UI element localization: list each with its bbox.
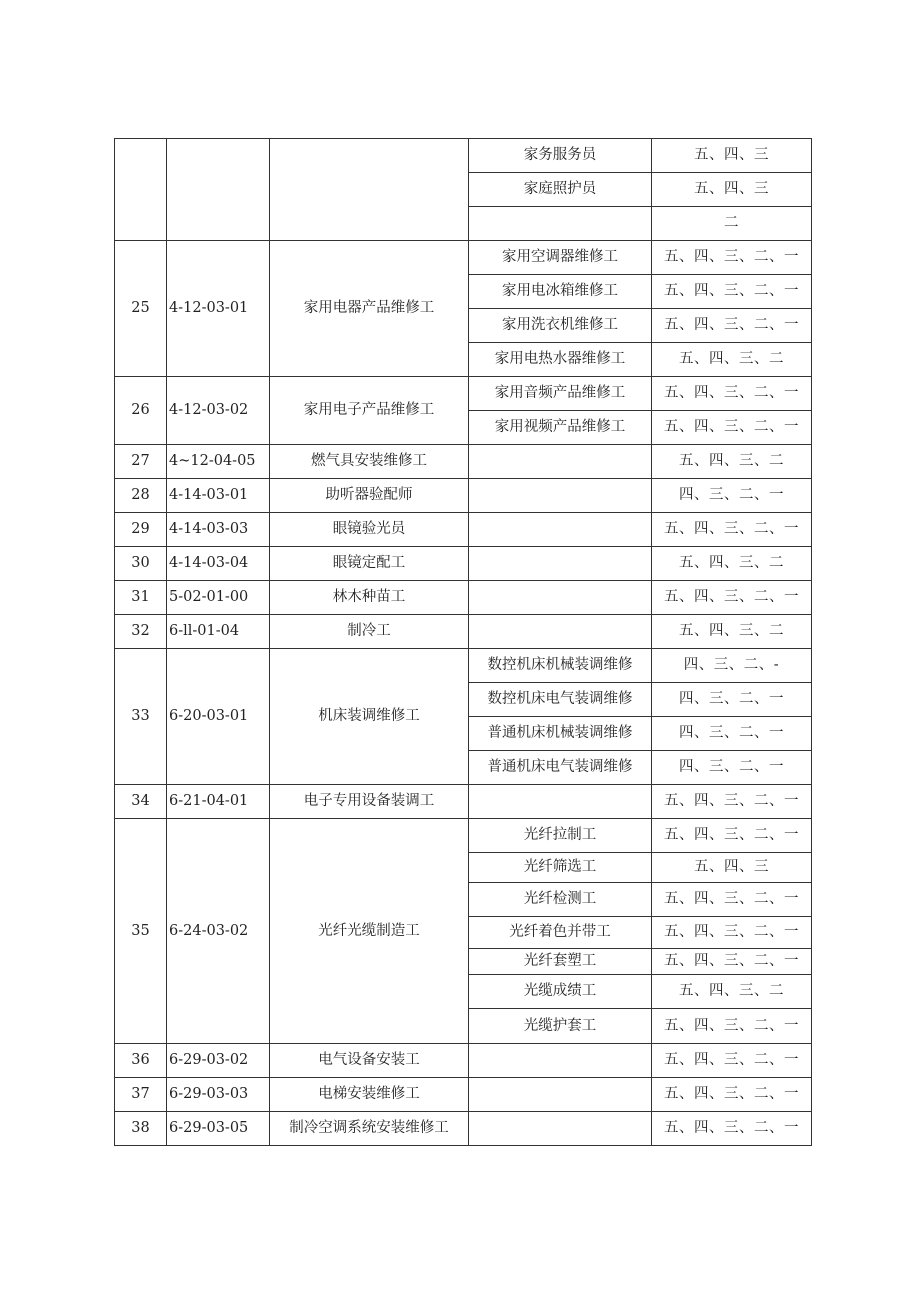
table-row <box>115 615 812 649</box>
skill-levels: 四、三、二、- <box>652 649 812 683</box>
skill-levels: 五、四、三、二、一 <box>652 917 812 949</box>
table-row <box>115 1078 812 1112</box>
row-number: 26 <box>115 377 167 445</box>
sub-occupation <box>469 207 652 241</box>
row-number: 25 <box>115 241 167 377</box>
occupation-code: 6-20-03-01 <box>167 649 270 785</box>
sub-occupation <box>469 1078 652 1112</box>
skill-levels: 五、四、三、二 <box>652 343 812 377</box>
occupation-code: 4~12-04-05 <box>167 445 270 479</box>
skill-levels: 五、四、三 <box>652 853 812 883</box>
sub-occupation: 家务服务员 <box>469 139 652 173</box>
sub-occupation: 数控机床机械装调维修 <box>469 649 652 683</box>
skill-levels: 五、四、三 <box>652 173 812 207</box>
sub-occupation <box>469 785 652 819</box>
skill-levels: 五、四、三、二、一 <box>652 1009 812 1044</box>
row-number: 36 <box>115 1044 167 1078</box>
occupation-name: 家用电子产品维修工 <box>270 377 469 445</box>
sub-occupation: 家用电热水器维修工 <box>469 343 652 377</box>
sub-occupation: 光纤筛选工 <box>469 853 652 883</box>
occupation-code: 4-14-03-03 <box>167 513 270 547</box>
table-row <box>115 445 812 479</box>
skill-levels: 五、四、三、二、一 <box>652 309 812 343</box>
row-number: 30 <box>115 547 167 581</box>
row-number: 28 <box>115 479 167 513</box>
skill-levels: 五、四、三、二、一 <box>652 411 812 445</box>
occupation-name: 光纤光缆制造工 <box>270 819 469 1044</box>
occupation-code: 6-29-03-03 <box>167 1078 270 1112</box>
sub-occupation: 光纤着色并带工 <box>469 917 652 949</box>
sub-occupation: 家庭照护员 <box>469 173 652 207</box>
table-row <box>115 479 812 513</box>
skill-levels: 四、三、二、一 <box>652 717 812 751</box>
sub-occupation <box>469 445 652 479</box>
skill-levels: 五、四、三、二、一 <box>652 513 812 547</box>
sub-occupation: 光纤检测工 <box>469 883 652 917</box>
sub-occupation: 普通机床电气装调维修 <box>469 751 652 785</box>
skill-levels: 四、三、二、一 <box>652 751 812 785</box>
table-row <box>115 139 812 173</box>
skill-levels: 四、三、二、一 <box>652 479 812 513</box>
table-row <box>115 1112 812 1146</box>
skill-levels: 五、四、三、二、一 <box>652 949 812 975</box>
sub-occupation: 光缆成绩工 <box>469 975 652 1009</box>
skill-levels: 五、四、三、二、一 <box>652 1044 812 1078</box>
sub-occupation: 家用电冰箱维修工 <box>469 275 652 309</box>
occupation-name: 眼镜验光员 <box>270 513 469 547</box>
skill-levels: 二 <box>652 207 812 241</box>
sub-occupation: 家用音频产品维修工 <box>469 377 652 411</box>
occupation-name <box>270 139 469 241</box>
row-number: 33 <box>115 649 167 785</box>
sub-occupation <box>469 513 652 547</box>
skill-levels: 五、四、三、二、一 <box>652 581 812 615</box>
sub-occupation <box>469 479 652 513</box>
table-row <box>115 649 812 683</box>
sub-occupation <box>469 615 652 649</box>
occupation-table <box>114 138 812 1146</box>
row-number: 38 <box>115 1112 167 1146</box>
occupation-name: 燃气具安装维修工 <box>270 445 469 479</box>
occupation-name: 眼镜定配工 <box>270 547 469 581</box>
sub-occupation <box>469 547 652 581</box>
occupation-name: 电子专用设备装调工 <box>270 785 469 819</box>
skill-levels: 五、四、三、二、一 <box>652 819 812 853</box>
occupation-name: 机床装调维修工 <box>270 649 469 785</box>
occupation-code: 6-29-03-05 <box>167 1112 270 1146</box>
sub-occupation: 家用洗衣机维修工 <box>469 309 652 343</box>
occupation-code: 4-14-03-04 <box>167 547 270 581</box>
occupation-code: 4-12-03-01 <box>167 241 270 377</box>
row-number: 32 <box>115 615 167 649</box>
occupation-name: 电梯安装维修工 <box>270 1078 469 1112</box>
occupation-code: 6-29-03-02 <box>167 1044 270 1078</box>
sub-occupation: 数控机床电气装调维修 <box>469 683 652 717</box>
skill-levels: 四、三、二、一 <box>652 683 812 717</box>
table-body <box>115 139 812 1146</box>
table-row <box>115 1044 812 1078</box>
table-row <box>115 785 812 819</box>
sub-occupation <box>469 581 652 615</box>
skill-levels: 五、四、三、二、一 <box>652 275 812 309</box>
skill-levels: 五、四、三、二、一 <box>652 1112 812 1146</box>
skill-levels: 五、四、三、二 <box>652 547 812 581</box>
occupation-code: 4-12-03-02 <box>167 377 270 445</box>
table-row <box>115 547 812 581</box>
table-row <box>115 581 812 615</box>
row-number: 27 <box>115 445 167 479</box>
occupation-code: 6-21-04-01 <box>167 785 270 819</box>
occupation-name: 制冷工 <box>270 615 469 649</box>
skill-levels: 五、四、三、二、一 <box>652 883 812 917</box>
table-row <box>115 819 812 853</box>
skill-levels: 五、四、三、二、一 <box>652 241 812 275</box>
skill-levels: 五、四、三 <box>652 139 812 173</box>
occupation-code: 4-14-03-01 <box>167 479 270 513</box>
skill-levels: 五、四、三、二、一 <box>652 785 812 819</box>
table-row <box>115 241 812 275</box>
skill-levels: 五、四、三、二 <box>652 975 812 1009</box>
table-row <box>115 513 812 547</box>
row-number: 31 <box>115 581 167 615</box>
skill-levels: 五、四、三、二 <box>652 615 812 649</box>
sub-occupation: 光纤拉制工 <box>469 819 652 853</box>
skill-levels: 五、四、三、二 <box>652 445 812 479</box>
row-number: 35 <box>115 819 167 1044</box>
row-number <box>115 139 167 241</box>
table-row <box>115 377 812 411</box>
occupation-code <box>167 139 270 241</box>
occupation-name: 林木种苗工 <box>270 581 469 615</box>
row-number: 37 <box>115 1078 167 1112</box>
row-number: 29 <box>115 513 167 547</box>
sub-occupation <box>469 1112 652 1146</box>
sub-occupation: 家用视频产品维修工 <box>469 411 652 445</box>
occupation-name: 电气设备安装工 <box>270 1044 469 1078</box>
occupation-name: 家用电器产品维修工 <box>270 241 469 377</box>
skill-levels: 五、四、三、二、一 <box>652 377 812 411</box>
occupation-code: 6-ll-01-04 <box>167 615 270 649</box>
sub-occupation: 家用空调器维修工 <box>469 241 652 275</box>
occupation-code: 5-02-01-00 <box>167 581 270 615</box>
sub-occupation: 普通机床机械装调维修 <box>469 717 652 751</box>
sub-occupation: 光纤套塑工 <box>469 949 652 975</box>
occupation-code: 6-24-03-02 <box>167 819 270 1044</box>
occupation-name: 助听器验配师 <box>270 479 469 513</box>
row-number: 34 <box>115 785 167 819</box>
skill-levels: 五、四、三、二、一 <box>652 1078 812 1112</box>
sub-occupation <box>469 1044 652 1078</box>
occupation-name: 制冷空调系统安装维修工 <box>270 1112 469 1146</box>
sub-occupation: 光缆护套工 <box>469 1009 652 1044</box>
